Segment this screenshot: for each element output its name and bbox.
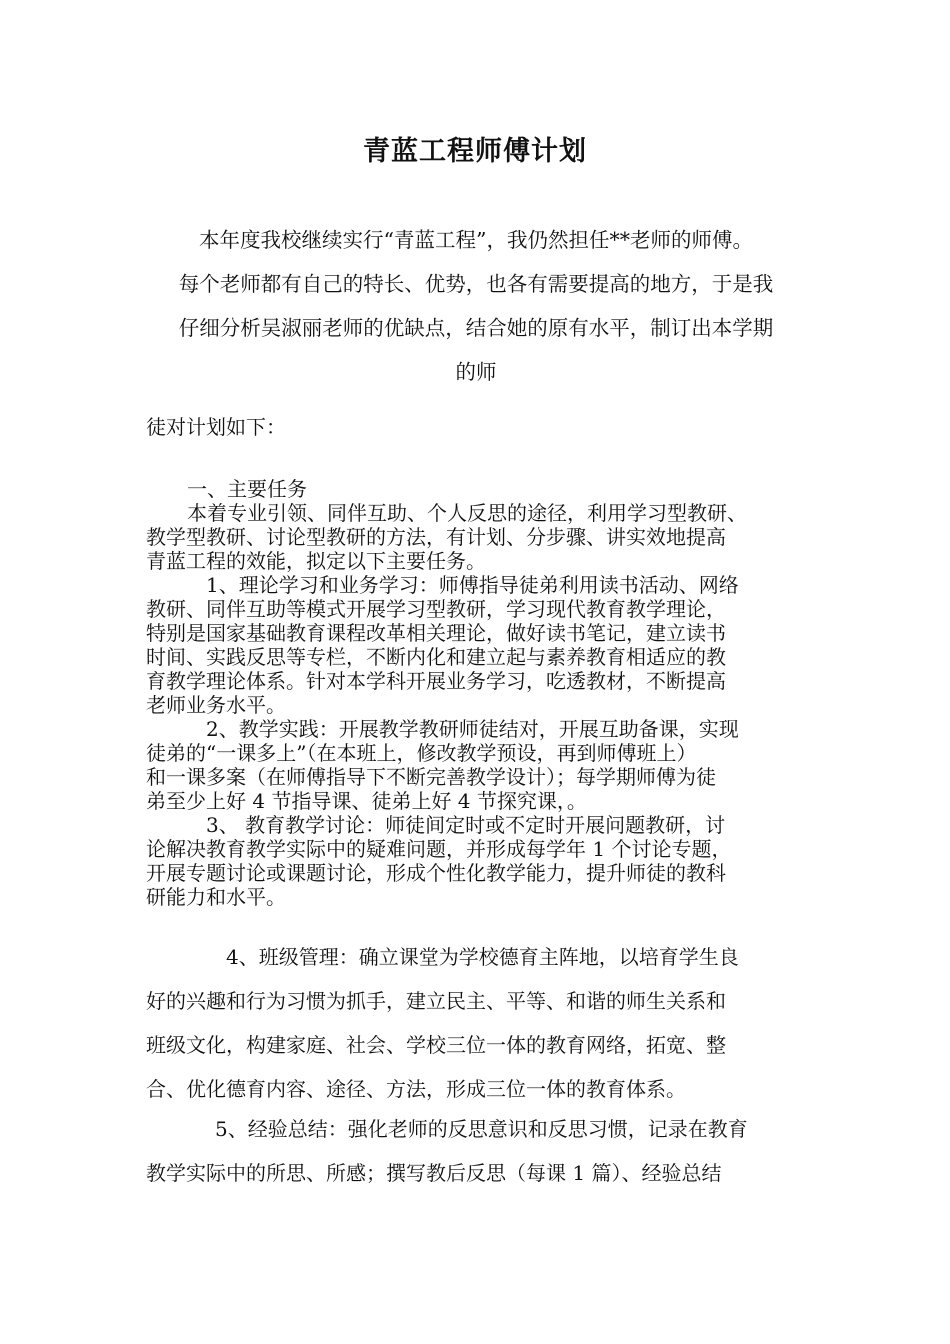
body-line: 教研、同伴互助等模式开展学习型教研，学习现代教育教学理论，: [146, 597, 726, 621]
intro-line: 每个老师都有自己的特长、优势，也各有需要提高的地方，于是我: [178, 272, 774, 296]
intro-line: 仔细分析吴淑丽老师的优缺点，结合她的原有水平，制订出本学期: [178, 316, 774, 340]
body-line: 5、经验总结：强化老师的反思意识和反思习惯，记录在教育: [215, 1117, 748, 1141]
body-line: 论解决教育教学实际中的疑难问题，并形成每学年 1 个讨论专题，: [146, 837, 732, 861]
section-body: [146, 501, 806, 573]
body-line: 1、理论学习和业务学习：师傅指导徒弟利用读书活动、网络: [206, 573, 739, 597]
item-experience-summary: [146, 1107, 806, 1195]
item-theory-study: [146, 573, 806, 717]
body-line: 3、 教育教学讨论：师徒间定时或不定时开展问题教研，讨: [206, 813, 726, 837]
item-class-management: [146, 935, 806, 1111]
body-line: 老师业务水平。: [146, 693, 286, 717]
body-line: 合、优化德育内容、途径、方法，形成三位一体的教育体系。: [146, 1077, 686, 1101]
body-line: 时间、实践反思等专栏，不断内化和建立起与素养教育相适应的教: [146, 645, 726, 669]
body-line: 弟至少上好 4 节指导课、徒弟上好 4 节探究课，。: [146, 789, 587, 813]
item-teaching-discussion: [146, 813, 806, 909]
section-heading: [146, 477, 806, 501]
body-line: 本着专业引领、同伴互助、个人反思的途径，利用学习型教研、: [187, 501, 747, 525]
document-title: 青蓝工程师傅计划: [363, 136, 587, 167]
body-line: 教学型教研、讨论型教研的方法，有计划、分步骤、讲实效地提高: [146, 525, 726, 549]
body-line: 研能力和水平。: [146, 885, 286, 909]
intro-line: 本年度我校继续实行“青蓝工程”，我仍然担任**老师的师傅。: [199, 228, 753, 252]
intro-line: 的师: [455, 360, 497, 384]
intro-paragraph: [146, 218, 806, 394]
intro-continuation: 徒对计划如下：: [146, 415, 286, 439]
body-line: 教学实际中的所思、所感；撰写教后反思（每课 1 篇）、经验总结: [146, 1161, 722, 1185]
body-line: 青蓝工程的效能，拟定以下主要任务。: [146, 549, 486, 573]
section-heading-text: 一、主要任务: [187, 477, 307, 501]
body-line: 开展专题讨论或课题讨论，形成个性化教学能力，提升师徒的教科: [146, 861, 726, 885]
body-line: 特别是国家基础教育课程改革相关理论，做好读书笔记，建立读书: [146, 621, 726, 645]
item-teaching-practice: [146, 717, 806, 813]
body-line: 徒弟的“一课多上”（在本班上，修改教学预设，再到师傅班上）: [146, 741, 697, 765]
body-line: 育教学理论体系。针对本学科开展业务学习，吃透教材，不断提高: [146, 669, 726, 693]
body-line: 班级文化，构建家庭、社会、学校三位一体的教育网络，拓宽、整: [146, 1033, 726, 1057]
body-line: 4、班级管理：确立课堂为学校德育主阵地，以培育学生良: [226, 945, 739, 969]
body-line: 2、教学实践：开展教学教研师徒结对，开展互助备课，实现: [206, 717, 739, 741]
body-line: 和一课多案（在师傅指导下不断完善教学设计）；每学期师傅为徒: [146, 765, 716, 789]
body-line: 好的兴趣和行为习惯为抓手，建立民主、平等、和谐的师生关系和: [146, 989, 726, 1013]
